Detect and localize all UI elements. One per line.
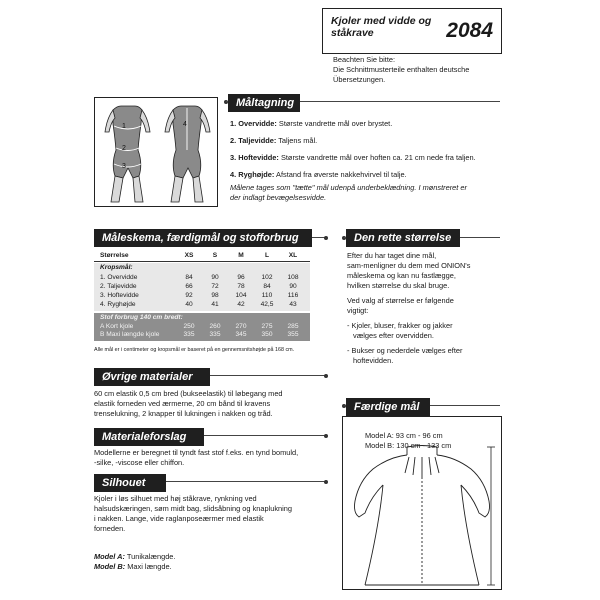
fabric-consumption-section: Stof forbrug 140 cm bredt: A Kort kjole 250 260 270 275 285 B Maxi længde kjole 335 335 345 350 355 [94,313,310,341]
table-row-label: 1. Overvidde [100,274,138,281]
size-table-header [94,251,310,262]
measurement-item-2: 2. Taljevidde: Taljens mål. [230,136,318,145]
size-col: XS [184,252,194,259]
figure-number-2: 2 [122,145,126,152]
size-table [94,251,310,343]
bullet-dot [324,434,328,438]
body-outline-illustration [95,98,217,206]
size-col: L [264,252,270,259]
table-row-label: A Kort kjole [100,323,134,330]
bullet-dot [324,374,328,378]
dress-illustration [343,417,501,589]
heading-silhouet: Silhouet [94,474,166,492]
heading-den-rette: Den rette størrelse [346,229,460,247]
table-row-label: 4. Ryghøjde [100,301,136,308]
table-row-label: B Maxi længde kjole [100,331,160,338]
pattern-title: Kjoler med vidde og ståkrave [331,15,432,39]
size-col: XL [288,252,298,259]
measurement-item-3: 3. Hoftevidde: Største vandrette mål over hoften ca. 21 cm nede fra taljen. [230,153,476,162]
figure-number-1: 1 [122,123,126,130]
heading-faerdige-maal: Færdige mål [346,398,430,416]
heading-maaleskema: Måleskema, færdigmål og stofforbrug [94,229,312,247]
heading-maaltagning: Måltagning [228,94,300,112]
measurement-item-1: 1. Overvidde: Største vandrette mål over brystet. [230,119,393,128]
body-measurement-figure [94,97,218,207]
measurement-item-4: 4. Ryghøjde: Afstand fra øverste nakkehvirvel til talje. [230,170,407,179]
heading-ovrige-materialer: Øvrige materialer [94,368,210,386]
model-lengths: Model A: Tunikalængde. Model B: Maxi længde. [94,552,176,571]
finished-lengths: Model A: 93 cm - 96 cm Model B: 130 cm - 133 cm [365,431,452,450]
figure-number-3: 3 [122,163,126,170]
size-header-label: Størrelse [100,252,129,259]
silhouette-text: Kjoler i løs silhuet med høj ståkrave, rynkning ved halsudskæringen, søm midt bag, slidsåbning og knaplukning i nakken. Lange, vide raglanposeærmer med elastik forneden. [94,494,293,533]
bullet-dot [324,236,328,240]
other-materials-text: 60 cm elastik 0,5 cm bred (bukseelastik) til løbegang med elastik forneden ved ærmerne, 20 cm bånd til kravens trenselukning, 2 knapper til lukningen i nakken og tråd. [94,389,283,418]
table-footnote: Alle mål er i centimeter og kropsmål er baseret på en gennemsnitshøjde på 168 cm. [94,347,295,353]
material-suggestion-text: Modellerne er beregnet til tyndt fast stof f.eks. en tynd bomuld, -silke, -viscose eller chiffon. [94,448,299,467]
figure-number-4: 4 [183,121,187,128]
size-col: S [212,252,218,259]
pattern-number: 2084 [446,19,493,42]
size-col: M [238,252,244,259]
body-measurements-section: Kropsmål: 1. Overvidde 84 90 96 102 108 2. Taljevidde 66 72 78 84 90 3. Hoftevidde 92 98 104 110 116 4. Ryghøjde 40 41 42 42,5 43 [94,263,310,311]
table-row-label: 3. Hoftevidde [100,292,139,299]
size-advice: Efter du har taget dine mål, sam-menligner du dem med ONION's måleskema og kan nu fastlægge, hvilken størrelse du skal bruge. Ved valg af størrelse er følgende vigtigt: - Kjoler, bluser, frakker og jakker vælges efter overvidden. - Bukser og nederdele vælges efter hoftevidden. [347,251,471,365]
measurement-list [230,115,502,183]
table-row-label: 2. Taljevidde [100,283,137,290]
pattern-title-box [322,8,502,54]
bullet-dot [324,480,328,484]
translation-notice: Beachten Sie bitte: Die Schnittmusterteile enthalten deutsche Übersetzungen. [333,55,470,84]
finished-measurements-box [342,416,502,590]
measurement-note: Målene tages som "tætte" mål udenpå underbeklædning. I mønstreret er der indlagt bevægelsesvidde. [230,183,467,202]
heading-materialeforslag: Materialeforslag [94,428,204,446]
